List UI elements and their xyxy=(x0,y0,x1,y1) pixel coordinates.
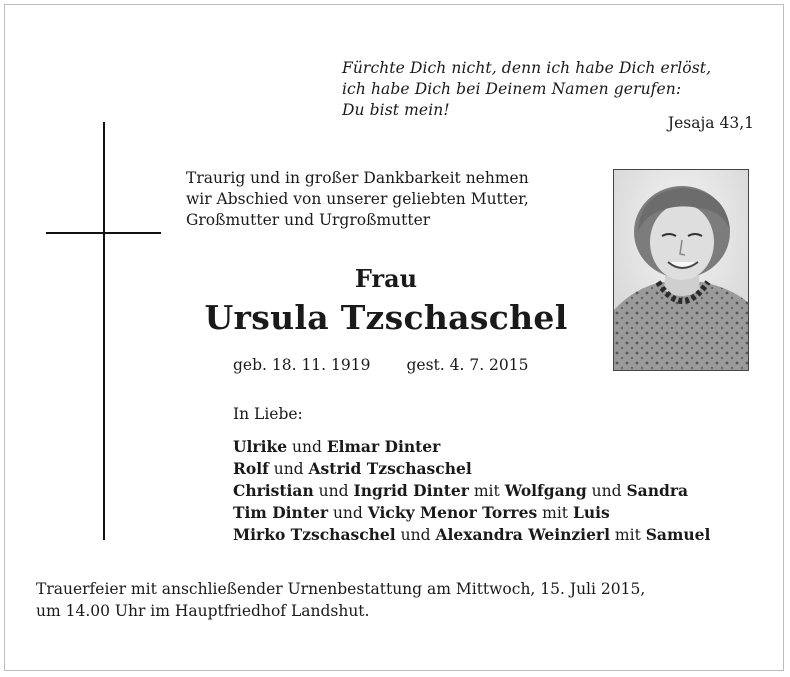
mourner-name: Samuel xyxy=(645,525,711,544)
mourner-row xyxy=(233,436,710,458)
intro-line: Traurig und in großer Dankbarkeit nehmen xyxy=(186,169,529,187)
death-date: gest. 4. 7. 2015 xyxy=(406,356,529,374)
quote-line: ich habe Dich bei Deinem Namen gerufen: xyxy=(342,80,682,98)
mourner-row xyxy=(233,502,710,524)
mourner-name: Christian xyxy=(233,481,314,500)
mourner-name: Wolfgang xyxy=(504,481,587,500)
mourner-row xyxy=(233,458,710,480)
mourner-connector: und xyxy=(287,438,327,456)
mourner-connector: mit xyxy=(609,526,646,544)
birth-date: geb. 18. 11. 1919 xyxy=(233,356,371,374)
mourner-row xyxy=(233,480,710,502)
mourner-name: Tim Dinter xyxy=(233,503,329,522)
mourner-connector: und xyxy=(313,482,354,500)
mourners-list xyxy=(233,436,710,546)
mourner-connector: und xyxy=(395,526,436,544)
service-line: um 14.00 Uhr im Hauptfriedhof Landshut. xyxy=(36,602,370,620)
mourner-connector: und xyxy=(586,482,627,500)
mourner-name: Sandra xyxy=(626,481,689,500)
mourner-connector: mit xyxy=(468,482,505,500)
mourner-name: Astrid Tzschaschel xyxy=(308,459,472,478)
life-dates xyxy=(233,356,529,374)
cross-vertical-bar xyxy=(103,122,105,540)
mourner-name: Luis xyxy=(572,503,610,522)
mourner-connector: und xyxy=(328,504,368,522)
quote-source: Jesaja 43,1 xyxy=(667,114,754,132)
mourner-connector: mit xyxy=(537,504,573,522)
deceased-name: Ursula Tzschaschel xyxy=(204,298,568,337)
mourner-name: Ingrid Dinter xyxy=(353,481,469,500)
intro-text xyxy=(186,168,586,231)
cross-horizontal-bar xyxy=(46,232,161,234)
mourner-name: Alexandra Weinzierl xyxy=(435,525,610,544)
mourner-name: Mirko Tzschaschel xyxy=(233,525,396,544)
bible-quote xyxy=(342,58,762,121)
mourner-row xyxy=(233,524,710,546)
intro-line: wir Abschied von unserer geliebten Mutter, xyxy=(186,190,529,208)
funeral-service-notice xyxy=(36,578,645,622)
mourner-connector: und xyxy=(268,460,309,478)
quote-line: Fürchte Dich nicht, denn ich habe Dich erlöst, xyxy=(342,59,712,77)
portrait-image xyxy=(614,170,749,371)
mourner-name: Elmar Dinter xyxy=(326,437,441,456)
quote-line: Du bist mein! xyxy=(342,101,450,119)
mourner-name: Vicky Menor Torres xyxy=(367,503,538,522)
mourners-label: In Liebe: xyxy=(233,405,303,423)
salutation: Frau xyxy=(354,264,418,293)
mourner-name: Rolf xyxy=(233,459,269,478)
mourner-name: Ulrike xyxy=(233,437,288,456)
portrait-photo xyxy=(613,169,749,371)
intro-line: Großmutter und Urgroßmutter xyxy=(186,211,431,229)
service-line: Trauerfeier mit anschließender Urnenbestattung am Mittwoch, 15. Juli 2015, xyxy=(36,580,646,598)
